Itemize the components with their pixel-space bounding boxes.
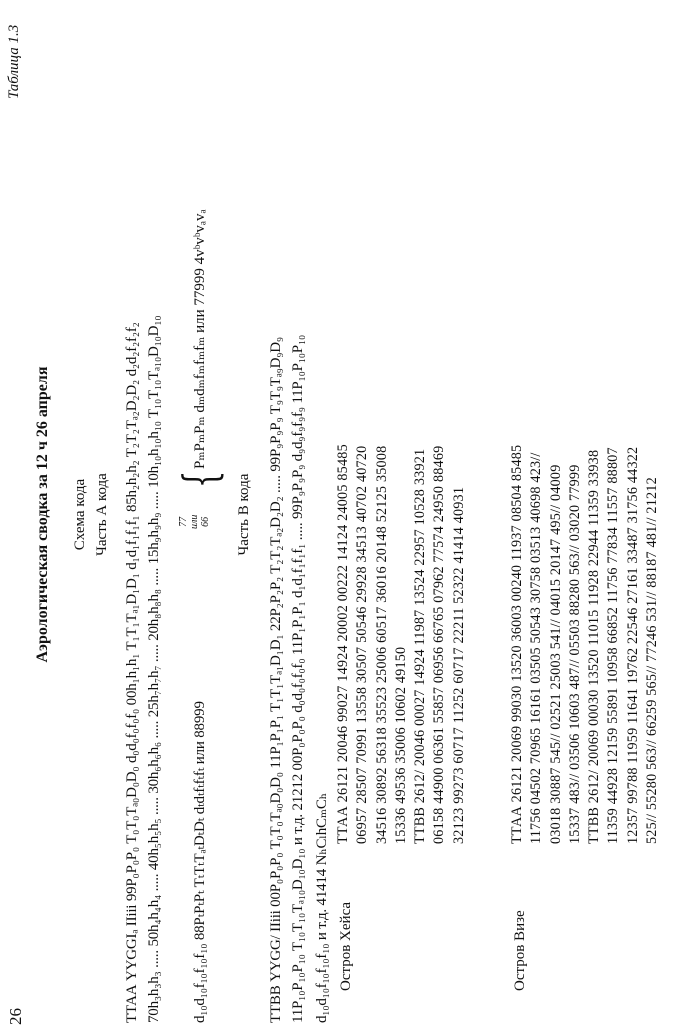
data-row: 34516 30892 56318 35523 25006 60517 36016 20148 52125 35008 [373, 445, 390, 844]
station-name: Остров Хейса [338, 901, 354, 991]
data-row: 12357 99788 11959 11641 19762 22546 27161 33487 31756 44322 [624, 446, 641, 844]
part-a-tail: PₘPₘPₘ dₘdₘfₘfₘfₘ или 77999 4vᵇvᵇvₐvₐ [192, 209, 208, 469]
station-data-block [508, 445, 662, 844]
station-data-block [334, 444, 469, 844]
curly-brace: { [173, 470, 227, 489]
brace-fraction-top: 77 [178, 516, 189, 527]
part-a-line: 70h₃h₃h₃ ..... 50h₄h₄h₄ ..... 40h₅h₅h₅ ..... 30h₆h₆h₆ ..... 25h₇h₇h₇ ..... 20h₈h₈h₈ ..... 15h₉h₉h₉ ..... 10h₁₀h₁₀h₁₀ T₁₀T₁₀Tₐ₁₀D₁₀D₁₀ [146, 315, 162, 1023]
data-row: 15336 49536 35006 10602 49150 [392, 646, 409, 844]
part-a-line: d₁₀d₁₀f₁₀f₁₀f₁₀ 88PₜPₜPₜ TₜTₜTₐₜDₜDₜ dₜdₜfₜfₜfₜ или 88999 [192, 701, 208, 1023]
data-row: 03018 30887 545// 02521 25003 541// 04015 20147 495// 04009 [547, 464, 564, 844]
data-row: ТТАА 26121 20046 99027 14924 20002 00222 14124 24005 85485 [335, 444, 351, 844]
brace-fraction [178, 515, 211, 529]
data-row: 11359 44928 12159 55891 10958 66852 11756 77834 11557 88807 [605, 447, 622, 844]
page-title: Аэрологическая сводка за 12 ч 26 апреля [34, 366, 51, 663]
part-b-line: ТТВВ YYGG/ IIiii 00P₀P₀P₀ T₀T₀Tₐ₀D₀D₀ 11P₁P₁P₁ T₁T₁Tₐ₁D₁D₁ 22P₂P₂P₂ T₂T₂Tₐ₂D₂D₂ ..... 99P₉P₉P₉ T₉T₉Tₐ₉D₉D₉ [268, 337, 284, 1023]
data-row: ТТАА 26121 20069 99030 13520 36003 00240 11937 08504 85485 [509, 444, 525, 844]
scheme-heading: Схема кода [72, 478, 88, 551]
data-row: ТТВВ 2612/ 20046 00027 14924 11987 13524 22957 10528 33921 [412, 448, 429, 844]
part-a-line: ТТАА YYGGIₐ IIiii 99P₀P₀P₀ T₀T₀Tₐ₀D₀D₀ d₀d₀f₀f₀f₀ 00h₁h₁h₁ T₁T₁Tₐ₁D₁D₁ d₁d₁f₁f₁f₁ 85h₂h₂h₂ T₂T₂Tₐ₂D₂D₂ d₂d₂f₂f₂f₂ [124, 322, 140, 1023]
page-number: 26 [6, 1008, 25, 1025]
data-row: 11756 04502 70965 16161 03505 50543 30758 03513 40698 423// [528, 452, 545, 844]
data-row: 32123 99273 60717 11252 60717 22211 52322 41414 40931 [450, 486, 467, 844]
data-row: 06158 44900 06361 55857 06956 66765 07962 77574 24950 88469 [431, 445, 448, 844]
data-row: ТТВВ 2612/ 20069 00030 13520 11015 11928 22944 11359 33938 [586, 449, 603, 844]
data-row: 525// 55280 563// 66259 565// 77246 531// 88187 481// 21212 [644, 477, 661, 844]
part-a-heading: Часть А кода [94, 473, 110, 556]
data-row: 06957 28507 70991 13558 30507 50546 29928 34513 40702 40720 [354, 445, 371, 844]
brace-fraction-bottom: 66 [200, 516, 211, 527]
table-label: Таблица 1.3 [6, 24, 22, 99]
station-name: Остров Визе [512, 910, 528, 991]
brace-fraction-mid: или [189, 514, 200, 529]
part-b-line: d₁₀d₁₀f₁₀f₁₀f₁₀ и т.д. 41414 NₕCₗhCₘCₕ [314, 793, 330, 1023]
part-b-line: 11P₁₀P₁₀P₁₀ T₁₀T₁₀Tₐ₁₀D₁₀D₁₀ и т.д. 21212 00P₀P₀P₀ d₀d₀f₀f₀f₀ 11P₁P₁P₁ d₁d₁f₁f₁f₁ ..... 99P₉P₉P₉ d₉d₉f₉f₉f₉ 11P₁₀P₁₀P₁₀ [290, 335, 306, 1023]
part-b-heading: Часть В кода [236, 473, 252, 556]
data-row: 15337 483// 03506 10603 487// 05503 88280 563// 03020 77999 [566, 464, 583, 844]
